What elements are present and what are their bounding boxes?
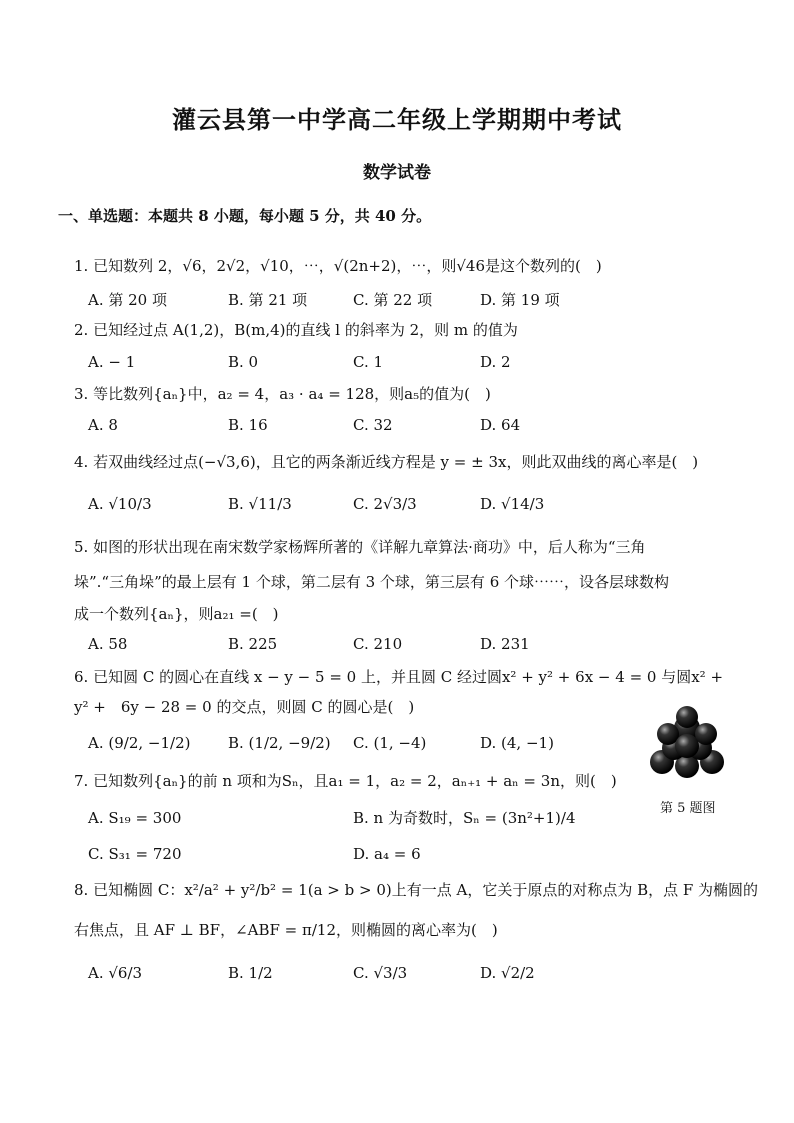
question-5-option-d: D. 231: [480, 635, 530, 653]
question-2-option-a: A. − 1: [88, 353, 136, 371]
question-7-option-c: C. S₃₁ = 720: [88, 845, 182, 863]
question-1-option-a: A. 第 20 项: [88, 291, 167, 309]
question-1-stem: 1. 已知数列 2，√6，2√2，√10，⋯，√(2n+2)，⋯，则√46是这个数列的( ): [74, 257, 602, 275]
question-1-option-b: B. 第 21 项: [228, 291, 308, 309]
question-8-option-a: A. √6/3: [88, 964, 143, 982]
question-8-option-b: B. 1/2: [228, 964, 273, 982]
section-heading: 一、单选题：本题共 8 小题，每小题 5 分，共 40 分。: [58, 207, 432, 225]
question-5-stem-line-3: 成一个数列{aₙ}，则a₂₁ =( ): [74, 605, 279, 623]
question-6-stem-line-2: y² + 6y − 28 = 0 的交点，则圆 C 的圆心是( ): [74, 698, 415, 716]
question-3-option-b: B. 16: [228, 416, 268, 434]
question-4-option-b: B. √11/3: [228, 495, 292, 513]
question-3-option-c: C. 32: [353, 416, 393, 434]
ball-pyramid-figure: [648, 704, 726, 784]
question-6-option-a: A. (9/2, −1/2): [88, 734, 191, 752]
question-6-option-d: D. (4, −1): [480, 734, 554, 752]
question-8-option-c: C. √3/3: [353, 964, 408, 982]
question-3-stem: 3. 等比数列{aₙ}中，a₂ = 4，a₃ · a₄ = 128，则a₅的值为( ): [74, 385, 491, 403]
question-4-stem: 4. 若双曲线经过点(−√3,6)，且它的两条渐近线方程是 y = ± 3x，则此双曲线的离心率是( ): [74, 453, 699, 471]
question-5-stem-line-1: 5. 如图的形状出现在南宋数学家杨辉所著的《详解九章算法·商功》中，后人称为“三角: [74, 538, 646, 556]
question-2-option-c: C. 1: [353, 353, 384, 371]
question-1-option-d: D. 第 19 项: [480, 291, 560, 309]
question-7-stem: 7. 已知数列{aₙ}的前 n 项和为Sₙ，且a₁ = 1，a₂ = 2，aₙ₊₁ + aₙ = 3n，则( ): [74, 772, 617, 790]
question-4-option-d: D. √14/3: [480, 495, 545, 513]
question-1-option-c: C. 第 22 项: [353, 291, 433, 309]
question-5-option-a: A. 58: [88, 635, 128, 653]
question-5-option-c: C. 210: [353, 635, 403, 653]
question-8-stem-line-2: 右焦点，且 AF ⊥ BF，∠ABF = π/12，则椭圆的离心率为( ): [74, 921, 498, 939]
question-6-stem-line-1: 6. 已知圆 C 的圆心在直线 x − y − 5 = 0 上，并且圆 C 经过圆x² + y² + 6x − 4 = 0 与圆x² +: [74, 668, 724, 686]
question-6-option-b: B. (1/2, −9/2): [228, 734, 331, 752]
question-3-option-a: A. 8: [88, 416, 118, 434]
page-subtitle: 数学试卷: [363, 163, 431, 183]
question-7-option-a: A. S₁₉ = 300: [88, 809, 182, 827]
question-4-option-a: A. √10/3: [88, 495, 152, 513]
question-8-option-d: D. √2/2: [480, 964, 535, 982]
figure-caption: 第 5 题图: [660, 801, 716, 816]
question-2-option-d: D. 2: [480, 353, 511, 371]
question-2-option-b: B. 0: [228, 353, 259, 371]
question-8-stem-line-1: 8. 已知椭圆 C：x²/a² + y²/b² = 1(a > b > 0)上有一点 A，它关于原点的对称点为 B，点 F 为椭圆的: [74, 881, 759, 899]
question-6-option-c: C. (1, −4): [353, 734, 427, 752]
page-title: 灌云县第一中学高二年级上学期期中考试: [172, 105, 622, 134]
question-5-option-b: B. 225: [228, 635, 278, 653]
question-7-option-d: D. a₄ = 6: [353, 845, 421, 863]
question-4-option-c: C. 2√3/3: [353, 495, 417, 513]
question-5-stem-line-2: 垛”.“三角垛”的最上层有 1 个球，第二层有 3 个球，第三层有 6 个球⋯⋯，设各层球数构: [74, 573, 670, 591]
question-3-option-d: D. 64: [480, 416, 521, 434]
question-2-stem: 2. 已知经过点 A(1,2)，B(m,4)的直线 l 的斜率为 2，则 m 的值为: [74, 321, 518, 339]
question-7-option-b: B. n 为奇数时，Sₙ = (3n²+1)/4: [353, 809, 576, 827]
